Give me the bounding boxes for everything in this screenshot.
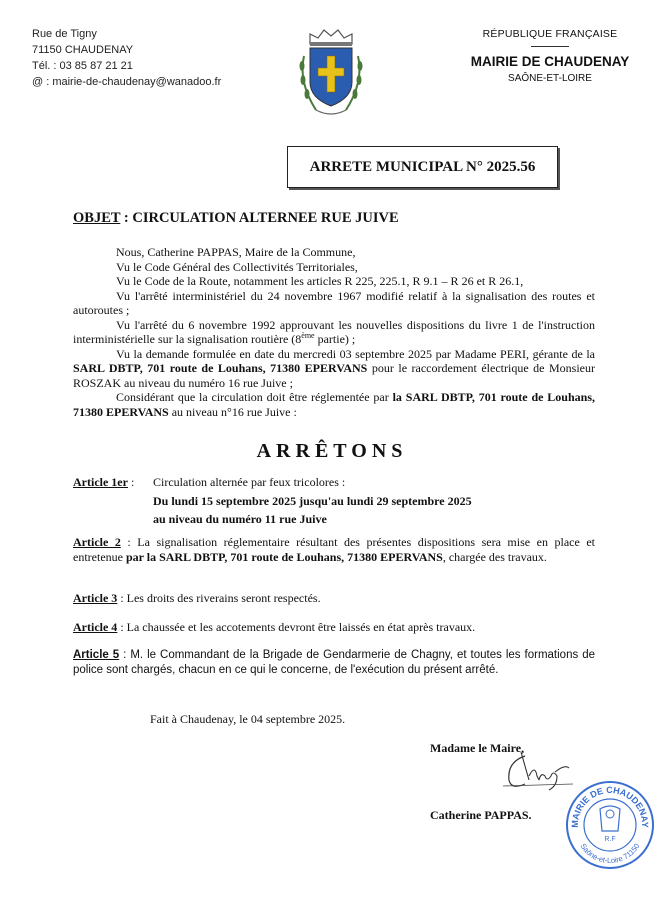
- article-sep: :: [127, 475, 135, 489]
- address-phone: Tél. : 03 85 87 21 21: [32, 60, 133, 72]
- preamble-text: au niveau n°16 rue Juive :: [168, 404, 297, 419]
- preamble-line: [73, 347, 595, 391]
- article-text: , chargée des travaux.: [442, 549, 547, 564]
- preamble-text: Vu la demande formulée en date du mercredi 03 septembre 2025 par Madame PERI, gérante de la: [116, 346, 595, 361]
- article-1-place: au niveau du numéro 11 rue Juive: [153, 512, 327, 526]
- company-name: SARL DBTP, 701 route de Louhans, 71380 EPERVANS: [73, 361, 368, 375]
- article-5: [73, 648, 595, 677]
- address-city: 71150 CHAUDENAY: [32, 44, 134, 56]
- preamble-text: pour le raccordement électrique de Monsieur ROSZAK au niveau du numéro 16 rue Juive ;: [73, 361, 595, 390]
- republic-label: RÉPUBLIQUE FRANÇAISE: [482, 28, 618, 40]
- arretons-heading: ARRÊTONS: [256, 440, 408, 462]
- official-stamp: [564, 779, 656, 871]
- republic-header: [450, 28, 650, 84]
- preamble-line: [73, 318, 595, 347]
- article-1-text: Circulation alternée par feux tricolores :: [153, 475, 346, 489]
- address-street: Rue de Tigny: [32, 28, 97, 40]
- arrete-title-box: [287, 146, 558, 188]
- mairie-address: [32, 26, 221, 90]
- handwritten-signature: [495, 746, 575, 794]
- address-email: @ : mairie-de-chaudenay@wanadoo.fr: [32, 76, 222, 88]
- objet-line: [73, 210, 399, 227]
- article-3: [73, 591, 595, 606]
- article-1: [73, 475, 595, 526]
- article-label: Article 4: [73, 620, 118, 634]
- preamble-line: Vu l'arrêté interministériel du 24 novembre 1967 modifié relatif à la signalisation des routes et autoroutes ;: [73, 288, 595, 317]
- header-divider: [531, 46, 569, 47]
- superscript: ème: [301, 331, 315, 340]
- preamble-line: Vu le Code Général des Collectivités Territoriales,: [116, 259, 358, 274]
- article-label: Article 3: [73, 591, 118, 605]
- objet-sep: :: [120, 210, 133, 226]
- article-1-dates: Du lundi 15 septembre 2025 jusqu'au lundi 29 septembre 2025: [153, 494, 472, 508]
- signatory-role: Madame le Maire,: [430, 741, 525, 755]
- preamble-line: Vu le Code de la Route, notamment les articles R 225, 225.1, R 9.1 – R 26 et R 26.1,: [116, 274, 524, 288]
- preamble: [73, 245, 595, 419]
- preamble-text: Vu l'arrêté du 6 novembre 1992 approuvant les nouvelles dispositions du livre 1 de l'instruction interministérielle sur la signalisation routière (8: [73, 317, 595, 346]
- article-text: : Les droits des riverains seront respectés.: [117, 591, 321, 605]
- preamble-text: partie) ;: [314, 332, 356, 346]
- preamble-line: [73, 390, 595, 419]
- arrete-title: ARRETE MUNICIPAL N° 2025.56: [309, 159, 536, 175]
- article-label: Article 1er: [73, 475, 128, 489]
- stamp-top-text: MAIRIE DE CHAUDENAY: [569, 784, 651, 828]
- article-text: : M. le Commandant de la Brigade de Gendarmerie de Chagny, et toutes les formations de police sont chargés, chacun en ce qui le concerne, de l'exécution du présent arrêté.: [73, 649, 595, 676]
- preamble-line: Nous, Catherine PAPPAS, Maire de la Commune,: [116, 245, 356, 259]
- preamble-text: Considérant que la circulation doit être réglementée par: [116, 390, 393, 404]
- article-text: : La chaussée et les accotements devront être laissés en état après travaux.: [117, 620, 476, 634]
- article-text: : La signalisation réglementaire résultant des présentes dispositions sera mise en place et entretenue: [73, 535, 595, 564]
- article-4: [73, 620, 595, 635]
- article-label: Article 5: [73, 649, 120, 661]
- signatory-name: Catherine PAPPAS.: [430, 808, 532, 822]
- stamp-rf: R.F: [604, 836, 616, 843]
- company-name: la SARL DBTP, 701 route de Louhans, 71380 EPERVANS: [73, 390, 596, 419]
- department-name: SAÔNE-ET-LOIRE: [508, 73, 592, 84]
- fait-a: Fait à Chaudenay, le 04 septembre 2025.: [150, 712, 346, 726]
- article-2: [73, 535, 595, 564]
- company-name: par la SARL DBTP, 701 route de Louhans, 71380 EPERVANS: [125, 549, 443, 564]
- objet-label: OBJET: [73, 210, 121, 226]
- stamp-bottom-text: Saône-et-Loire 71150: [578, 841, 642, 866]
- coat-of-arms-icon: [296, 26, 366, 122]
- objet-text: CIRCULATION ALTERNEE RUE JUIVE: [132, 210, 399, 226]
- article-label: Article 2: [73, 535, 121, 549]
- mairie-name: MAIRIE DE CHAUDENAY: [470, 54, 630, 69]
